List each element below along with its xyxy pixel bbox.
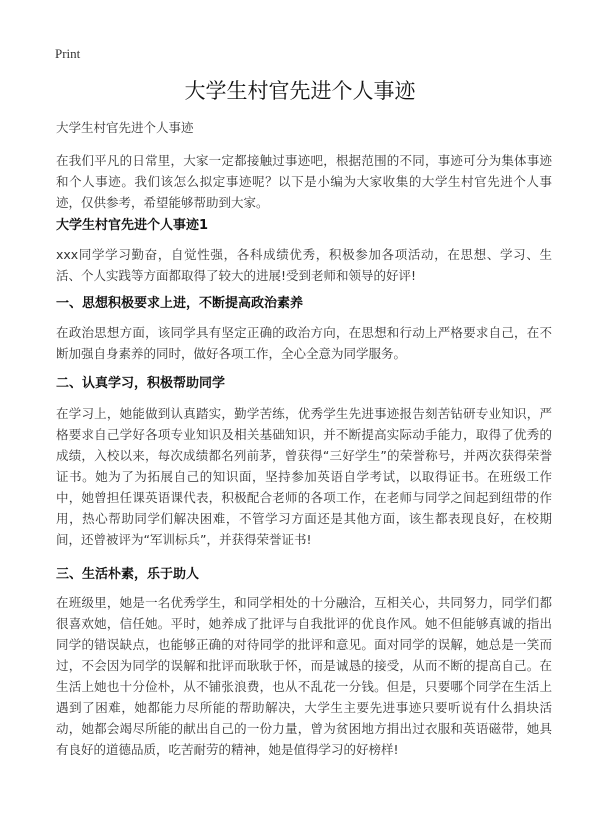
section-paragraph-1: xxx同学学习勤奋，自觉性强，各科成绩优秀，积极参加各项活动，在思想、学习、生活、个人实践等方面都取得了较大的进展!受到老师和领导的好评! (56, 247, 552, 283)
section-heading-3: 二、认真学习，积极帮助同学 (56, 376, 226, 391)
section-heading-1: 大学生村官先进个人事迹1 (56, 218, 209, 233)
section-heading-2: 一、思想积极要求上进，不断提高政治素养 (56, 296, 304, 311)
page-title: 大学生村官先进个人事迹 (184, 79, 416, 103)
section-paragraph-2: 在政治思想方面，该同学具有坚定正确的政治方向，在思想和行动上严格要求自己，在不断加强自身素养的同时，做好各项工作，全心全意为同学服务。 (56, 325, 552, 361)
section-paragraph-4: 在班级里，她是一名优秀学生，和同学相处的十分融洽，互相关心，共同努力，同学们都很喜欢她，信任她。平时，她养成了批评与自我批评的优良作风。她不但能够真诚的指出同学的错误缺点，也能够正确的对待同学的批评和意见。面对同学的误解，她总是一笑而过，不会因为同学的误解和批评而耿耿于怀，而是诚恳的接受，从而不断的提高自己。在生活上她也十分俭朴，从不铺张浪费，也从不乱花一分钱。但是，只要哪个同学在生活上遇到了困难，她都能力尽所能的帮助解决，大学生主要先进事迹只要听说有什么捐块活动，她都会竭尽所能的献出自己的一份力量，曾为贫困地方捐出过衣服和英语磁带，她具有良好的道德品质，吃苦耐劳的精神，她是值得学习的好榜样! (56, 595, 552, 757)
document-subtitle: 大学生村官先进个人事迹 (56, 120, 194, 135)
print-link[interactable]: Print (55, 46, 81, 61)
section-heading-4: 三、生活朴素，乐于助人 (56, 567, 200, 582)
section-paragraph-3: 在学习上，她能做到认真踏实，勤学苦练，优秀学生先进事迹报告刻苦钻研专业知识，严格要求自己学好各项专业知识及相关基础知识，并不断提高实际动手能力，取得了优秀的成绩，入校以来，每次成绩都名列前茅，曾获得“三好学生”的荣誉称号，并两次获得荣誉证书。她为了为拓展自己的知识面，坚持参加英语自学考试，以取得证书。在班级工作中，她曾担任课英语课代表，积极配合老师的各项工作，在老师与同学之间起到纽带的作用，热心帮助同学们解决困难，不管学习方面还是其他方面，该生都表现良好，在校期间，还曾被评为“军训标兵”，并获得荣誉证书! (56, 406, 552, 547)
intro-paragraph: 在我们平凡的日常里，大家一定都接触过事迹吧，根据范围的不同，事迹可分为集体事迹和个人事迹。我们该怎么拟定事迹呢？以下是小编为大家收集的大学生村官先进个人事迹，仅供参考，希望能够帮助到大家。 (56, 153, 552, 210)
